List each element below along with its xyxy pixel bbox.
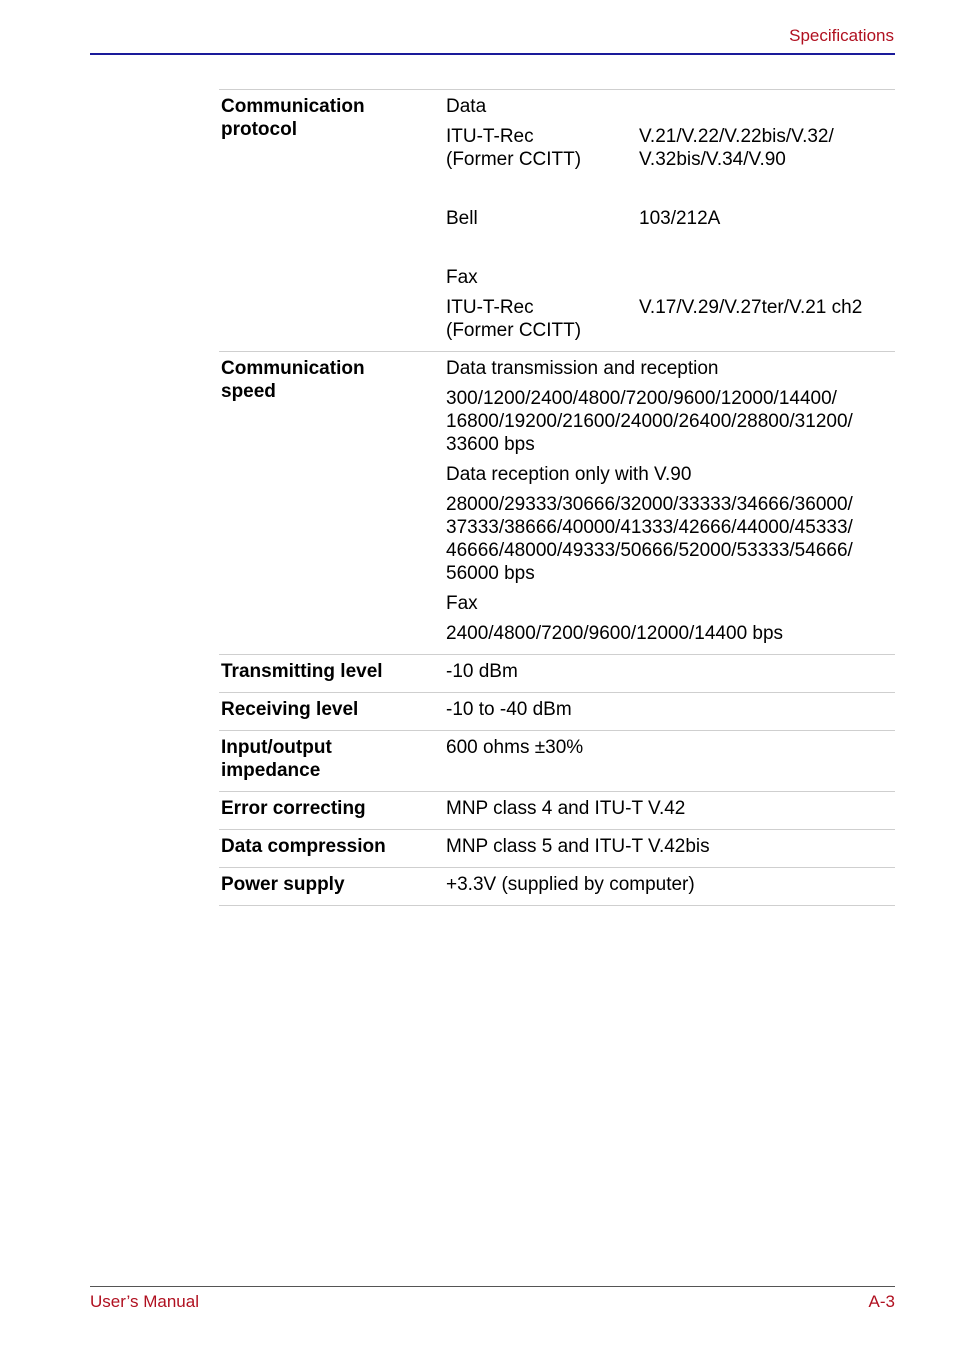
- manual-name: User’s Manual: [90, 1292, 199, 1311]
- spec-table: [219, 89, 895, 906]
- row-value: [446, 95, 895, 342]
- speed-line: 2400/4800/7200/9600/12000/14400 bps: [446, 623, 784, 644]
- row-label: [219, 95, 446, 342]
- section-title: Specifications: [789, 26, 894, 45]
- row-label: Data compression: [221, 836, 386, 857]
- fax-heading: Fax: [446, 267, 478, 288]
- row-label: Input/output impedance: [221, 737, 332, 781]
- table-row: [219, 830, 895, 868]
- table-row: [219, 868, 895, 906]
- speed-line: Data transmission and reception: [446, 358, 719, 379]
- speed-line: 300/1200/2400/4800/7200/9600/12000/14400/ 16800/19200/21600/24000/26400/28800/31200/ 33600 bps: [446, 388, 853, 455]
- row-label: [219, 357, 446, 645]
- data-heading: Data: [446, 96, 487, 117]
- table-row: [219, 655, 895, 693]
- data-itu-pair: [446, 125, 895, 171]
- data-itu-name: ITU-T-Rec (Former CCITT): [446, 126, 582, 170]
- row-label: Error correcting: [221, 798, 366, 819]
- row-value: MNP class 5 and ITU-T V.42bis: [446, 836, 710, 857]
- table-row: [219, 352, 895, 655]
- fax-itu-name: ITU-T-Rec (Former CCITT): [446, 297, 582, 341]
- data-itu-value: V.21/V.22/V.22bis/V.32/ V.32bis/V.34/V.90: [639, 126, 834, 170]
- row-value: -10 dBm: [446, 661, 518, 682]
- bell-name: Bell: [446, 208, 478, 229]
- footer-rule: [90, 1286, 895, 1287]
- table-row: [219, 731, 895, 792]
- table-row: [219, 792, 895, 830]
- fax-itu-pair: [446, 296, 895, 342]
- row-value: 600 ohms ±30%: [446, 737, 584, 758]
- fax-itu-value: V.17/V.29/V.27ter/V.21 ch2: [639, 297, 863, 318]
- row-label: Power supply: [221, 874, 345, 895]
- row-value: -10 to -40 dBm: [446, 699, 572, 720]
- row-value: MNP class 4 and ITU-T V.42: [446, 798, 686, 819]
- row-label-text: Communication speed: [221, 358, 365, 402]
- speed-line: Data reception only with V.90: [446, 464, 692, 485]
- row-value: +3.3V (supplied by computer): [446, 874, 695, 895]
- row-label: Receiving level: [221, 699, 359, 720]
- page-number: A-3: [868, 1292, 895, 1311]
- row-label-text: Communication protocol: [221, 96, 365, 140]
- speed-line: 28000/29333/30666/32000/33333/34666/36000/ 37333/38666/40000/41333/42666/44000/45333/ 46666/48000/49333/50666/52000/53333/54666/ 56000 bps: [446, 494, 853, 584]
- table-row: [219, 693, 895, 731]
- bell-pair: [446, 207, 895, 230]
- row-value: [446, 357, 895, 645]
- row-label: Transmitting level: [221, 661, 383, 682]
- header-rule: [90, 53, 895, 55]
- table-row: [219, 90, 895, 352]
- bell-value: 103/212A: [639, 208, 721, 229]
- speed-line: Fax: [446, 593, 478, 614]
